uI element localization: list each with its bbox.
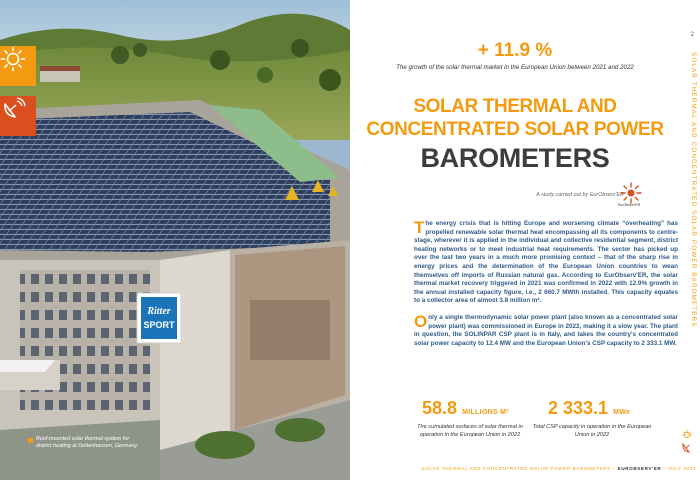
stat-surface — [422, 398, 509, 419]
stat-surface-description: The cumulated surfaces of solar thermal in operation in the European Union in 2022 — [417, 424, 523, 438]
paragraph-csp — [414, 314, 678, 348]
page-footer — [350, 466, 696, 471]
stat-surface-value: 58.8 — [422, 398, 458, 418]
page-number: 2 — [690, 32, 694, 38]
headline-stat-description: The growth of the solar thermal market in the European Union between 2021 and 2022 — [396, 64, 634, 71]
footer-sun-dish-icon — [680, 430, 694, 454]
paragraph-text: he energy crisis that is hitting Europe and worsening climate “overheating” has propelled renewable solar thermal heat encompassing all its components to centre-stage, wherever it is applied in the individual and collective residential segment, district heating networks or to meet industrial heat requirements. The sector has picked up over the last two years in a much more promising context – that of the sharp rise in energy prices and the determination of the European Union countries to wean themselves off imports of Russian natural gas. According to EurObserv'ER, the solar thermal market recovery triggered in 2021 was confirmed in 2022 with 12.9% growth in the annual installed capacity figure, i.e., 2 660.7 MWth installed. This capacity equates to a collector area of almost 3.8 million m². — [414, 220, 678, 305]
satellite-dish-icon — [0, 96, 36, 136]
headline-stat: + 11.9 % — [477, 40, 553, 61]
paragraph-solar-thermal — [414, 220, 678, 306]
logo-wordmark: EurObserv'ER — [618, 203, 641, 207]
sun-icon — [0, 46, 36, 86]
paragraph-text: nly a single thermodynamic solar power plant (also known as a concentrated solar power plant) was commissioned in Europe in 2022, making it a slow year. The plant in question, the SOLINPAR CSP plant is in Italy, and takes the country's concentrated solar power capacity to 12.4 MW and the European Union's CSP capacity to 2 333.1 MW. — [414, 314, 678, 347]
text-page — [350, 0, 700, 480]
photo-caption: Roof-mounted solar thermal system for district heating at Dettenhausen, Germany. — [36, 436, 139, 449]
eurobserver-logo — [620, 181, 642, 205]
title-line-1: SOLAR THERMAL AND — [413, 96, 617, 117]
sign-line2: SPORT — [143, 320, 175, 330]
stat-csp-description: Total CSP capacity in operation in the European Union in 2022 — [532, 424, 652, 438]
side-running-title: SOLAR THERMAL AND CONCENTRATED SOLAR POWER BAROMETERS — [690, 52, 697, 328]
title-line-2: CONCENTRATED SOLAR POWER — [366, 119, 664, 140]
study-credit: A study carried out by EurObserv'ER — [536, 192, 624, 198]
sign-line1: Ritter — [147, 306, 171, 317]
stat-csp-unit: MWe — [613, 409, 631, 416]
title-line-3: BAROMETERS — [420, 143, 610, 173]
caption-marker — [28, 438, 33, 443]
stat-csp-value: 2 333.1 — [548, 398, 609, 418]
stat-csp — [548, 398, 630, 419]
footer-brand: EUROBSERV'ER — [617, 466, 662, 471]
dropcap: O — [414, 312, 428, 331]
stat-surface-unit: MILLIONS M² — [462, 409, 509, 416]
footer-date: – JULY 2023 — [663, 466, 696, 471]
dropcap: T — [414, 218, 425, 237]
footer-title: SOLAR THERMAL AND CONCENTRATED SOLAR POWER BAROMETERS – — [421, 466, 616, 471]
